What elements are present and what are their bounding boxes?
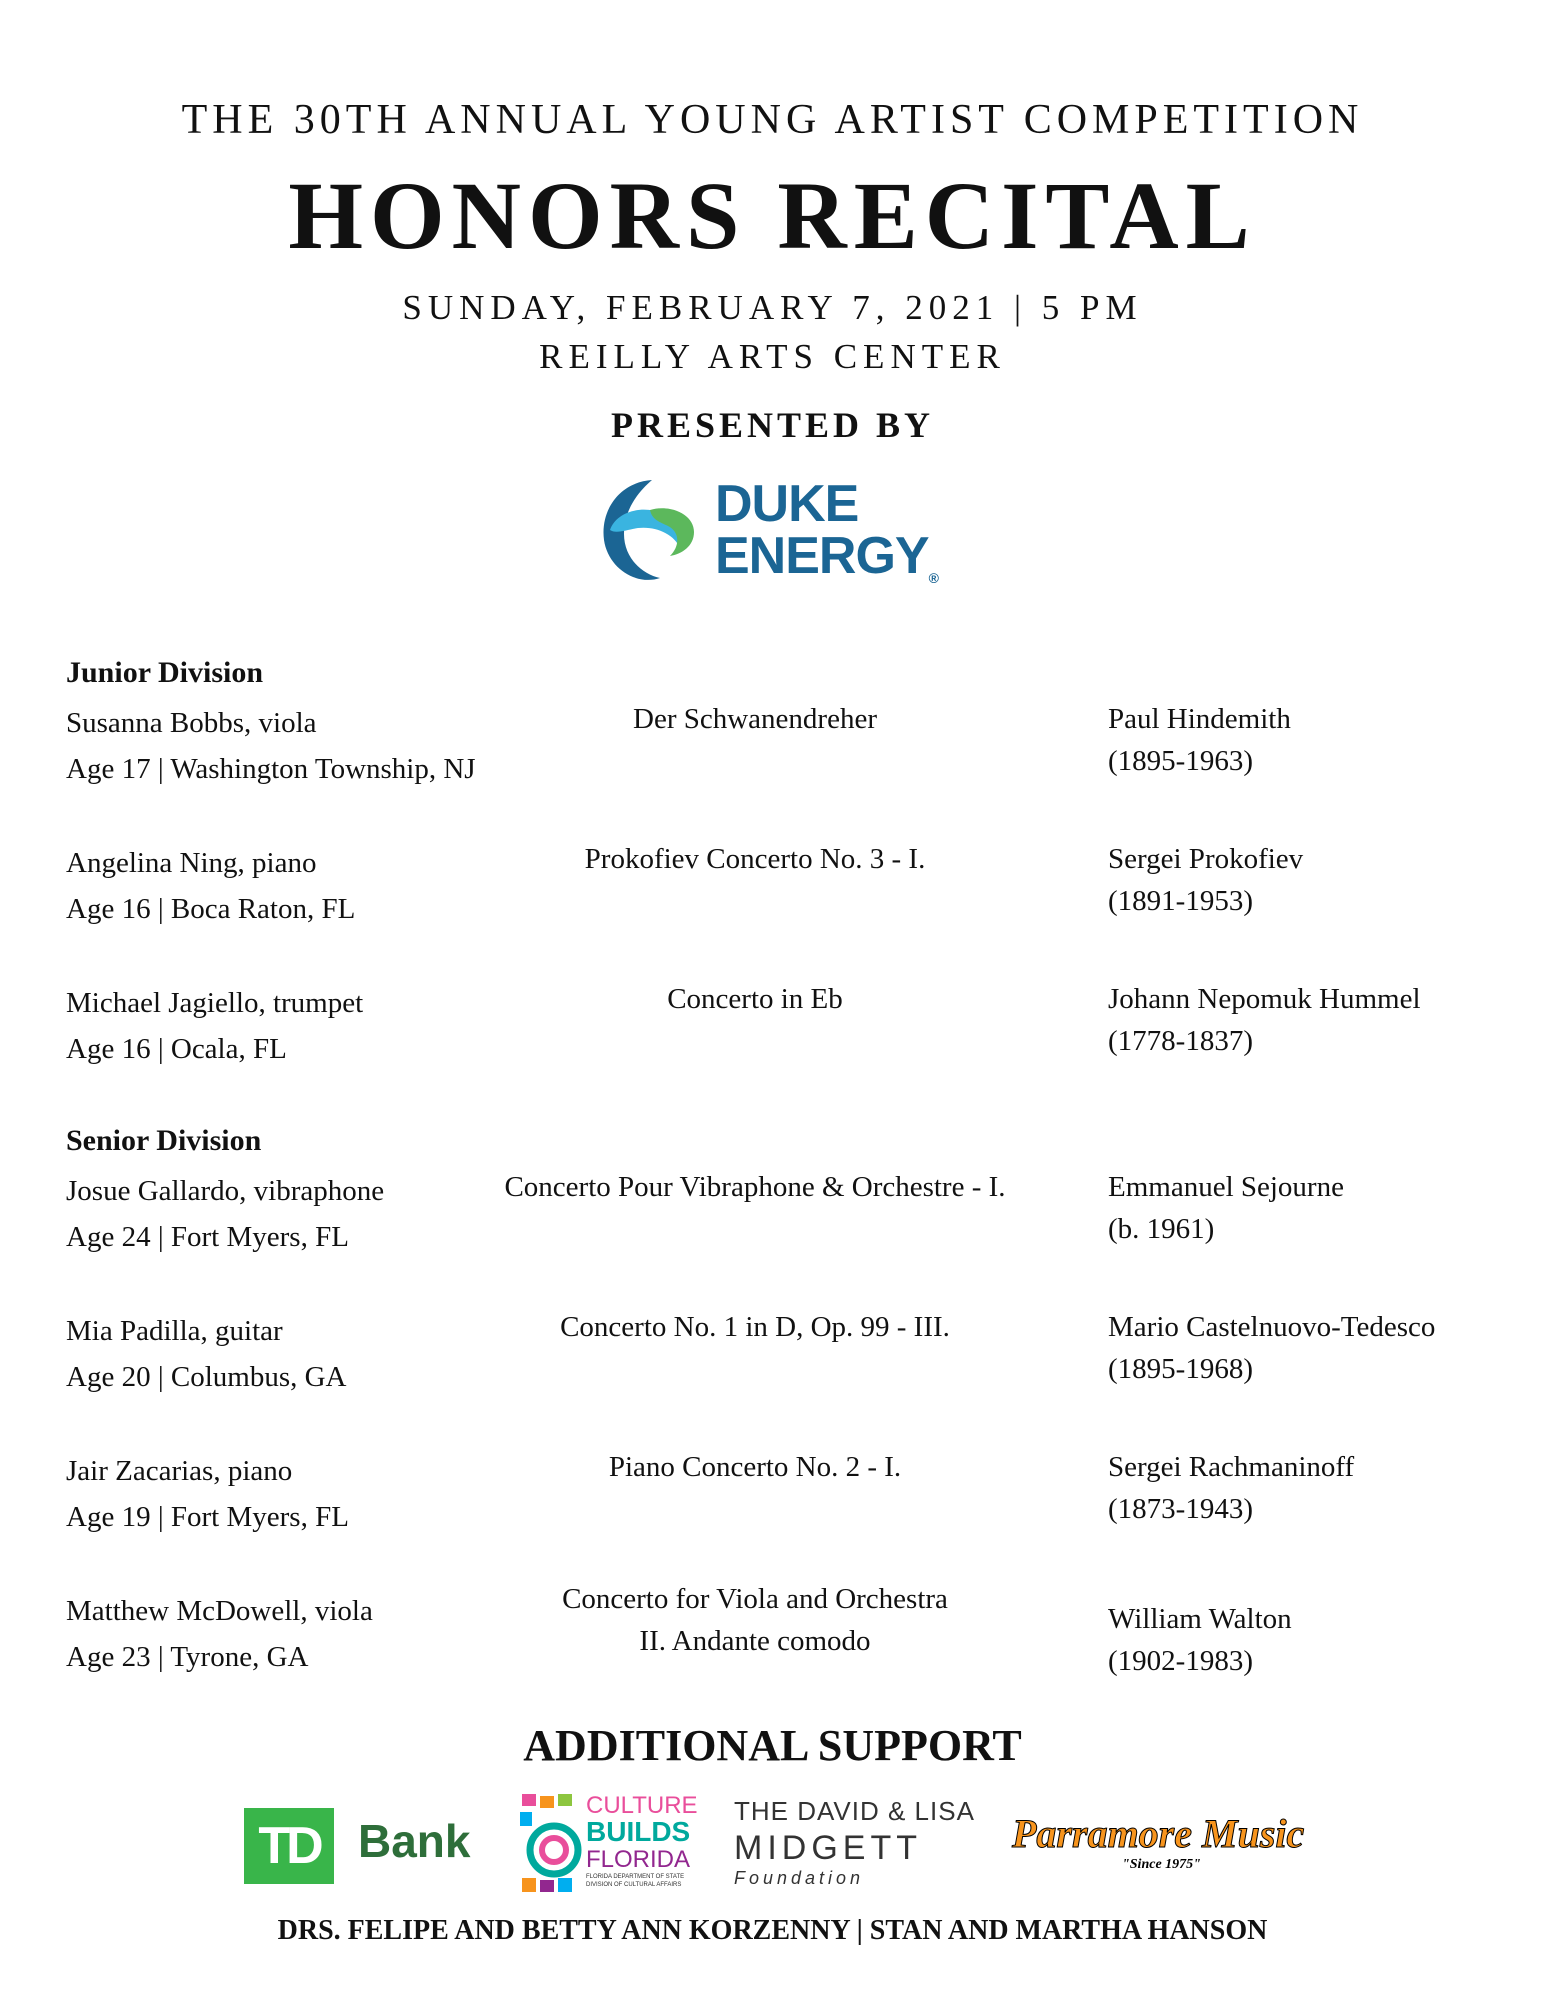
sponsor-logos: [0, 1790, 1545, 1900]
performer: [66, 1308, 347, 1400]
culture-builds-florida-logo: [518, 1790, 708, 1900]
piece-line: Concerto No. 1 in D, Op. 99 - III.: [560, 1311, 950, 1343]
composer-name: Sergei Prokofiev: [1108, 843, 1304, 875]
individual-supporters: DRS. FELIPE AND BETTY ANN KORZENNY | STAN AND MARTHA HANSON: [277, 1915, 1268, 1946]
piece-line: II. Andante comodo: [639, 1625, 871, 1657]
performer-name: Angelina Ning, piano: [66, 847, 317, 879]
performer: [66, 700, 476, 792]
performer-details: Age 16 | Boca Raton, FL: [66, 893, 356, 925]
performer-details: Age 19 | Fort Myers, FL: [66, 1501, 349, 1533]
piece-line: Concerto in Eb: [667, 983, 843, 1015]
performer-name: Josue Gallardo, vibraphone: [66, 1175, 385, 1207]
midgett-line2: MIDGETT: [734, 1829, 922, 1867]
composer: [1108, 1598, 1292, 1682]
culture-line2: BUILDS: [586, 1816, 691, 1847]
composer-name: Emmanuel Sejourne: [1108, 1171, 1344, 1203]
duke-logo-line2-text: ENERGY: [715, 527, 929, 585]
piece-line: Der Schwanendreher: [633, 703, 877, 735]
page-title: HONORS RECITAL: [288, 162, 1257, 269]
composer-name: Mario Castelnuovo-Tedesco: [1108, 1311, 1436, 1343]
piece-line: Piano Concerto No. 2 - I.: [608, 1451, 902, 1483]
piece-line: Concerto Pour Vibraphone & Orchestre - I.: [504, 1171, 1006, 1203]
duke-energy-swirl-icon: [590, 470, 700, 590]
event-venue: REILLY ARTS CENTER: [539, 337, 1006, 376]
performer-name: Jair Zacarias, piano: [66, 1455, 293, 1487]
composer-name: William Walton: [1108, 1603, 1292, 1635]
performer-name: Susanna Bobbs, viola: [66, 707, 317, 739]
duke-logo-line2: [715, 526, 938, 586]
composer-dates: (b. 1961): [1108, 1213, 1215, 1245]
piece-title: [450, 1446, 1060, 1488]
event-kicker: THE 30TH ANNUAL YOUNG ARTIST COMPETITION: [181, 97, 1364, 143]
division-heading-senior: Senior Division: [66, 1124, 262, 1157]
composer: [1108, 1306, 1435, 1390]
composer: [1108, 698, 1291, 782]
performer-details: Age 23 | Tyrone, GA: [66, 1641, 309, 1673]
piece-line: Prokofiev Concerto No. 3 - I.: [584, 843, 926, 875]
performer-details: Age 20 | Columbus, GA: [66, 1361, 347, 1393]
composer-dates: (1873-1943): [1108, 1493, 1253, 1525]
culture-spiral-icon: [518, 1792, 586, 1896]
performer: [66, 840, 355, 932]
td-bank-wordmark: Bank: [358, 1815, 471, 1867]
piece-line: Concerto for Viola and Orchestra: [562, 1583, 948, 1615]
composer-dates: (1895-1963): [1108, 745, 1253, 777]
performer: [66, 980, 363, 1072]
composer-dates: (1778-1837): [1108, 1025, 1253, 1057]
performer-details: Age 17 | Washington Township, NJ: [66, 753, 476, 785]
performer: [66, 1588, 373, 1680]
midgett-foundation-logo: [734, 1796, 1014, 1896]
registered-mark: ®: [928, 570, 938, 586]
performer-details: Age 16 | Ocala, FL: [66, 1033, 287, 1065]
composer: [1108, 1166, 1344, 1250]
duke-energy-logo: [590, 470, 960, 590]
composer-dates: (1891-1953): [1108, 885, 1253, 917]
division-heading-junior: Junior Division: [66, 656, 264, 689]
parramore-name: Parramore Music: [1012, 1811, 1305, 1856]
presented-by-label: PRESENTED BY: [610, 405, 935, 445]
additional-support-heading: ADDITIONAL SUPPORT: [523, 1721, 1022, 1770]
composer-name: Paul Hindemith: [1108, 703, 1291, 735]
performer: [66, 1448, 349, 1540]
piece-title: [450, 698, 1060, 740]
culture-line3: FLORIDA: [586, 1846, 691, 1873]
td-logo-mark: TD: [244, 1808, 334, 1884]
composer: [1108, 838, 1303, 922]
piece-title: [450, 1306, 1060, 1348]
composer: [1108, 978, 1421, 1062]
midgett-line1: THE DAVID & LISA: [734, 1796, 975, 1826]
piece-title: [450, 838, 1060, 880]
piece-title: [450, 978, 1060, 1020]
composer: [1108, 1446, 1354, 1530]
event-date: SUNDAY, FEBRUARY 7, 2021 | 5 PM: [402, 288, 1143, 327]
piece-title: [450, 1578, 1060, 1662]
composer-name: Johann Nepomuk Hummel: [1108, 983, 1421, 1015]
duke-logo-line1: DUKE: [715, 475, 859, 533]
performer-details: Age 24 | Fort Myers, FL: [66, 1221, 349, 1253]
parramore-music-logo: [1012, 1810, 1342, 1890]
performer-name: Michael Jagiello, trumpet: [66, 987, 364, 1019]
culture-small1: FLORIDA DEPARTMENT OF STATE: [586, 1874, 685, 1880]
composer-name: Sergei Rachmaninoff: [1108, 1451, 1355, 1483]
composer-dates: (1895-1968): [1108, 1353, 1253, 1385]
performer-name: Matthew McDowell, viola: [66, 1595, 373, 1627]
performer-name: Mia Padilla, guitar: [66, 1315, 283, 1347]
composer-dates: (1902-1983): [1108, 1645, 1253, 1677]
performer: [66, 1168, 384, 1260]
parramore-tagline: "Since 1975": [1122, 1857, 1201, 1872]
culture-small2: DIVISION OF CULTURAL AFFAIRS: [586, 1882, 682, 1888]
piece-title: [450, 1166, 1060, 1208]
culture-line1: CULTURE: [586, 1792, 698, 1819]
midgett-line3: Foundation: [734, 1868, 865, 1888]
